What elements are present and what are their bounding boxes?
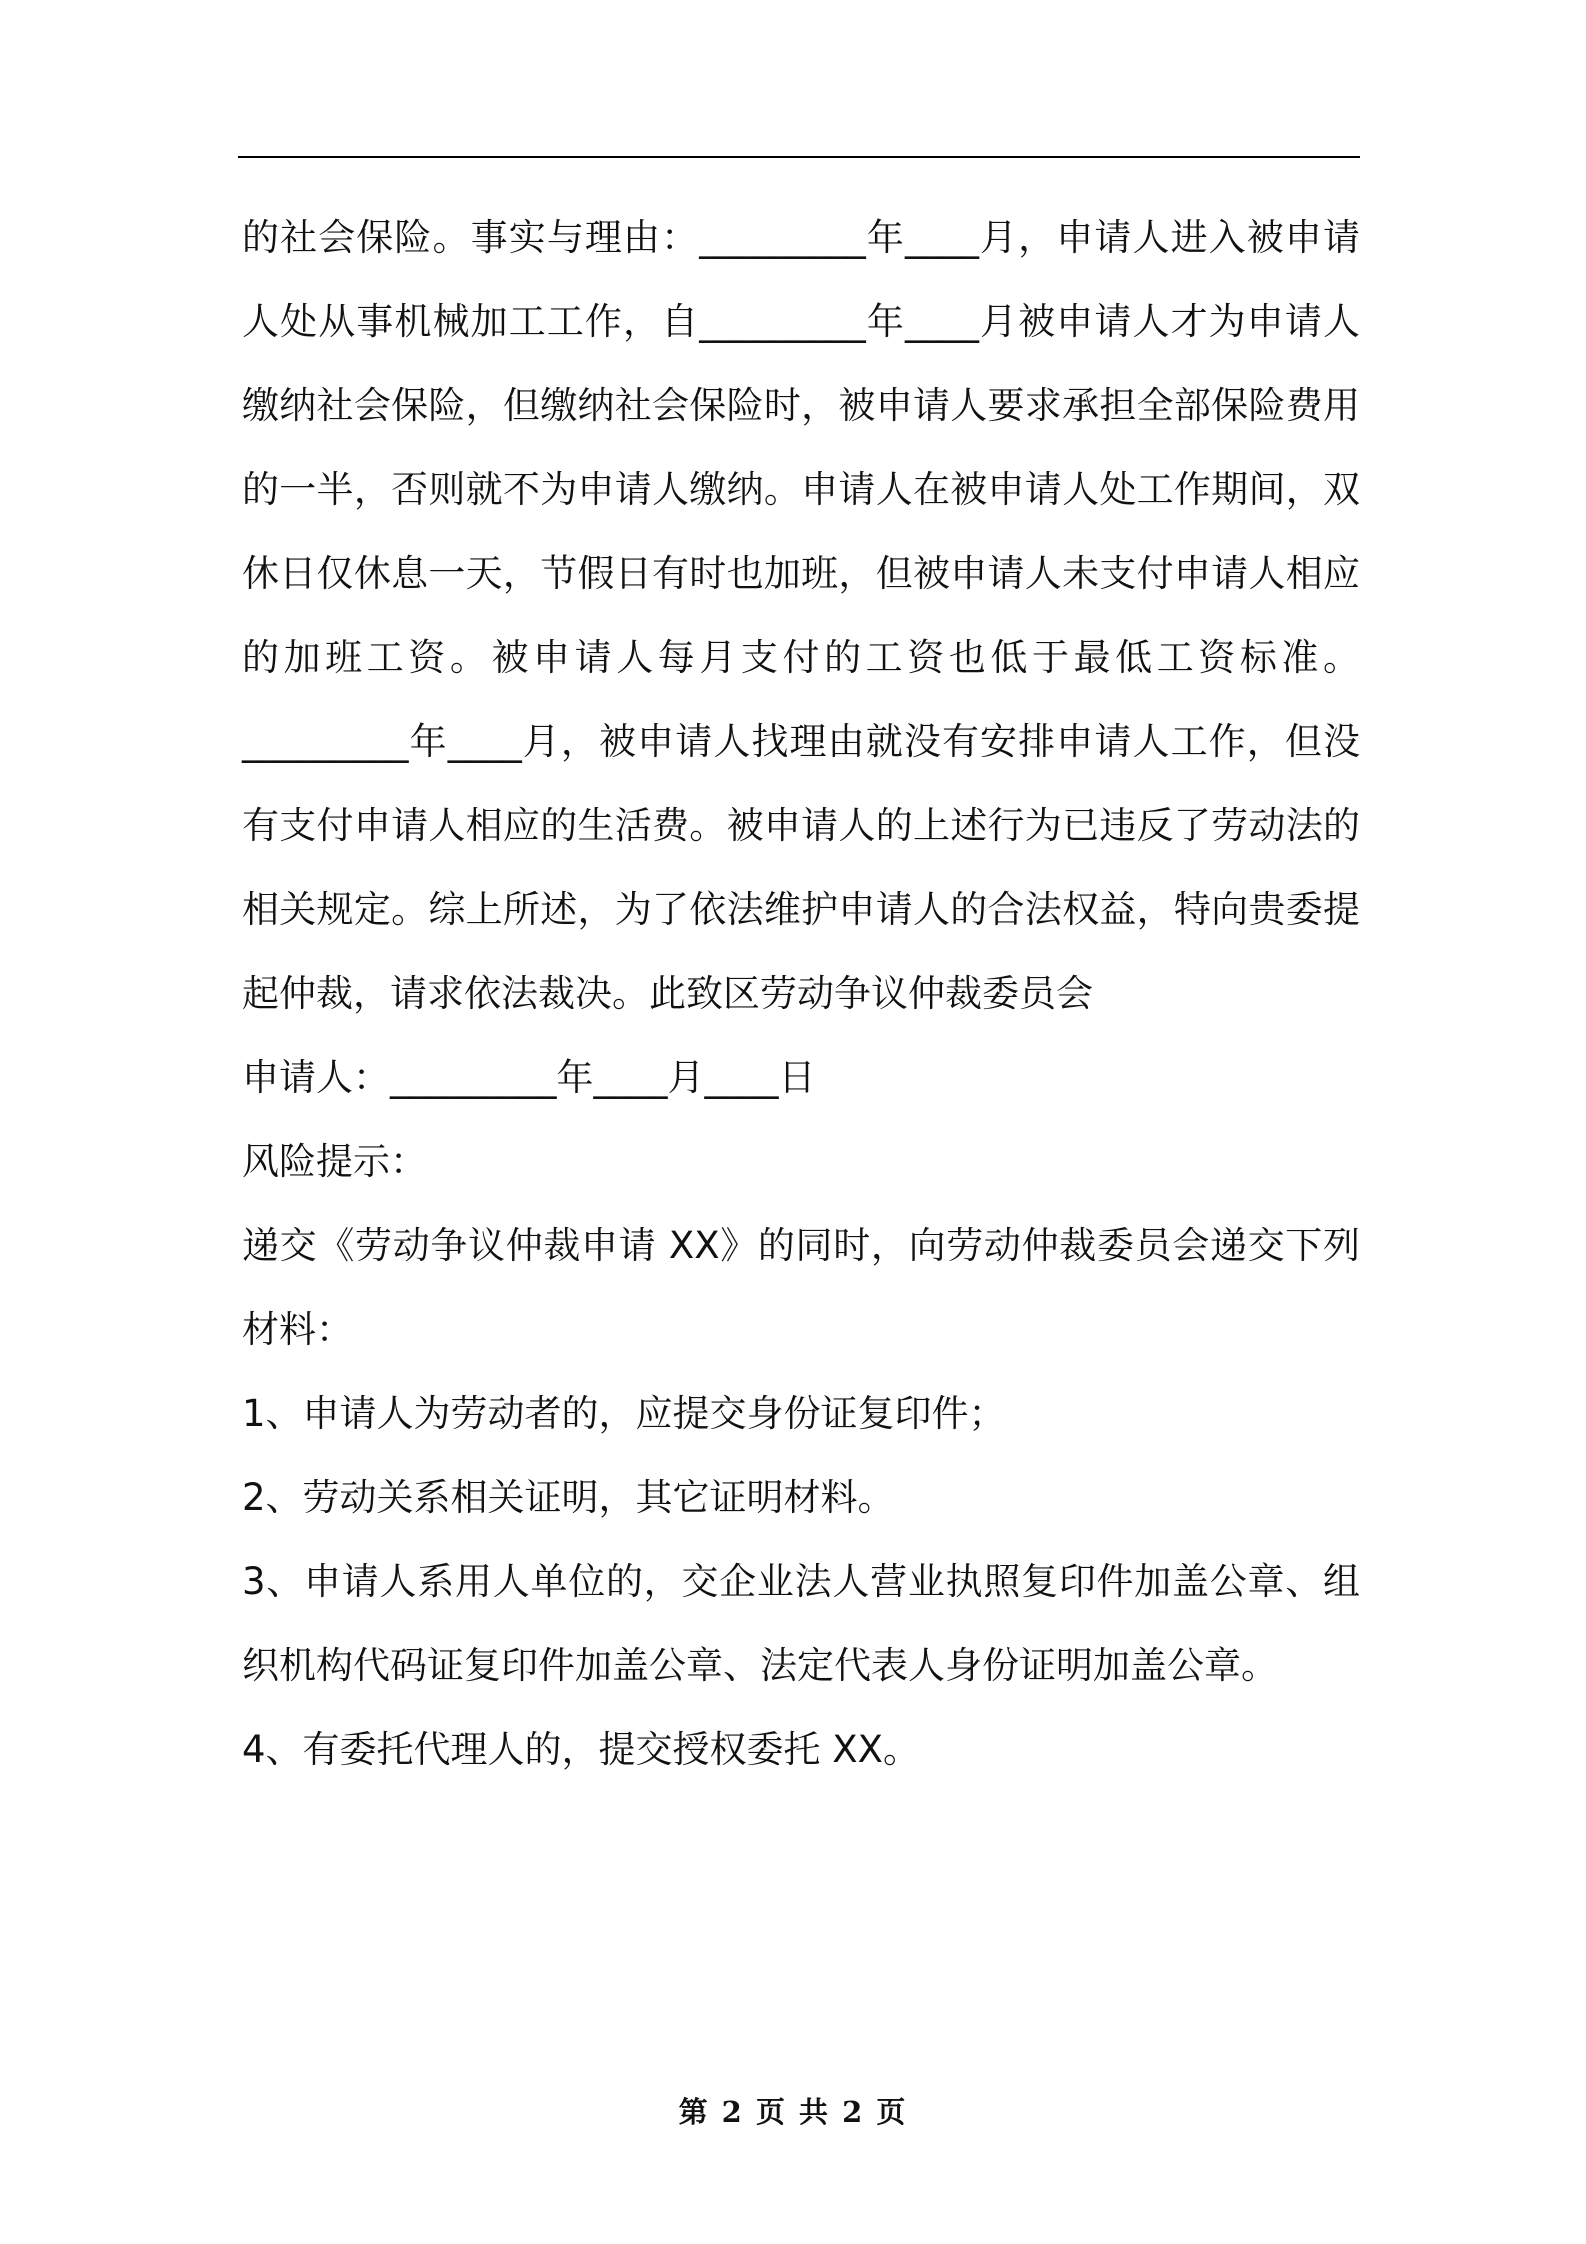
- text-line: 缴纳社会保险，但缴纳社会保险时，被申请人要求承担全部保险费用: [242, 384, 1360, 427]
- text-line: 的社会保险。事实与理由：_________年____月，申请人进入被申请: [242, 216, 1360, 259]
- list-item: 2、劳动关系相关证明，其它证明材料。: [242, 1476, 895, 1519]
- text-line: 的加班工资。被申请人每月支付的工资也低于最低工资标准。: [242, 636, 1360, 679]
- text-line: 有支付申请人相应的生活费。被申请人的上述行为已违反了劳动法的: [242, 804, 1360, 847]
- list-item: 4、有委托代理人的，提交授权委托 XX。: [242, 1728, 920, 1771]
- text-line: 人处从事机械加工工作，自_________年____月被申请人才为申请人: [242, 300, 1360, 343]
- document-body: [242, 196, 1360, 1792]
- text-line: 递交《劳动争议仲裁申请 XX》的同时，向劳动仲裁委员会递交下列: [242, 1224, 1360, 1267]
- applicant-signature-line: 申请人：_________年____月____日: [242, 1056, 816, 1099]
- text-line: 起仲裁，请求依法裁决。此致区劳动争议仲裁委员会: [242, 972, 1093, 1015]
- text-line: 相关规定。综上所述，为了依法维护申请人的合法权益，特向贵委提: [242, 888, 1360, 931]
- list-item: 1、申请人为劳动者的，应提交身份证复印件；: [242, 1392, 1006, 1435]
- text-line: 材料：: [242, 1308, 353, 1351]
- text-line: _________年____月，被申请人找理由就没有安排申请人工作，但没: [242, 720, 1360, 763]
- page-number: 第 2 页 共 2 页: [678, 2095, 908, 2129]
- header-rule: [238, 156, 1360, 158]
- list-item: 3、申请人系用人单位的，交企业法人营业执照复印件加盖公章、组: [242, 1560, 1360, 1603]
- risk-notice-heading: 风险提示：: [242, 1140, 427, 1183]
- text-line: 的一半，否则就不为申请人缴纳。申请人在被申请人处工作期间，双: [242, 468, 1360, 511]
- list-item-continuation: 织机构代码证复印件加盖公章、法定代表人身份证明加盖公章。: [242, 1644, 1278, 1687]
- text-line: 休日仅休息一天，节假日有时也加班，但被申请人未支付申请人相应: [242, 552, 1360, 595]
